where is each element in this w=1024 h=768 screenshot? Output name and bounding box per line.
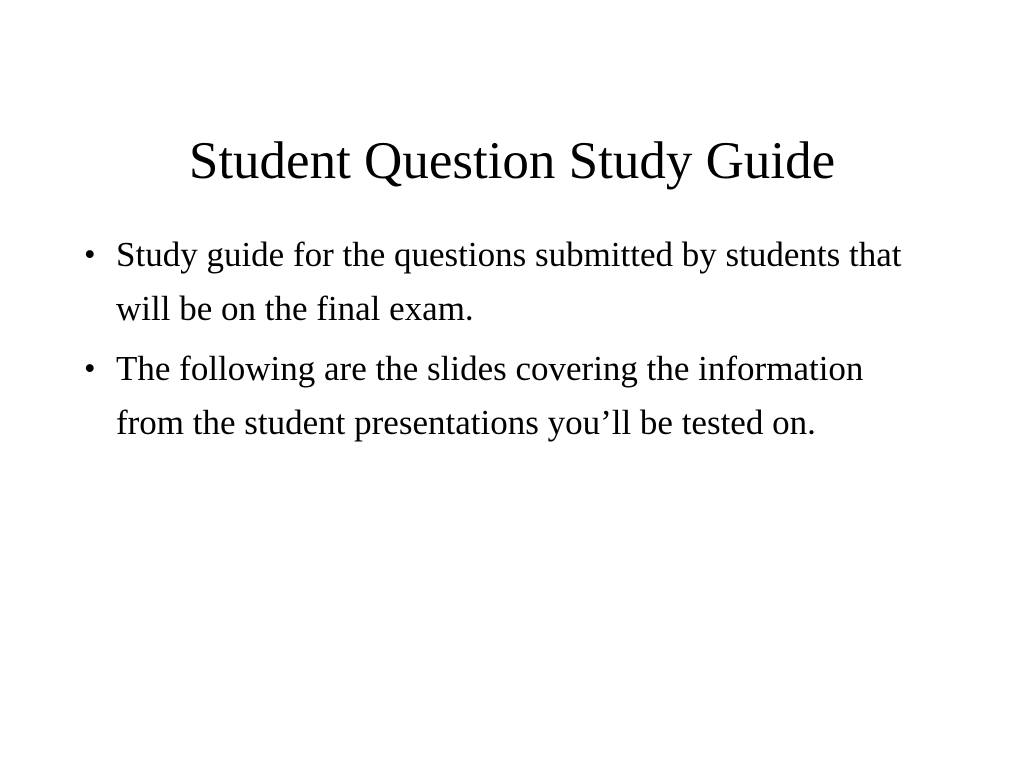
- list-item-text: The following are the slides covering the information from the student presentations you’ll be tested on.: [116, 349, 864, 442]
- bullet-icon: •: [84, 237, 96, 273]
- list-item: [78, 228, 958, 336]
- bullet-icon: •: [84, 351, 96, 387]
- list-item-text: Study guide for the questions submitted by students that will be on the final exam.: [116, 235, 902, 328]
- page-title: Student Question Study Guide: [188, 131, 836, 190]
- list-item: [78, 342, 958, 450]
- slide-body: [78, 228, 958, 456]
